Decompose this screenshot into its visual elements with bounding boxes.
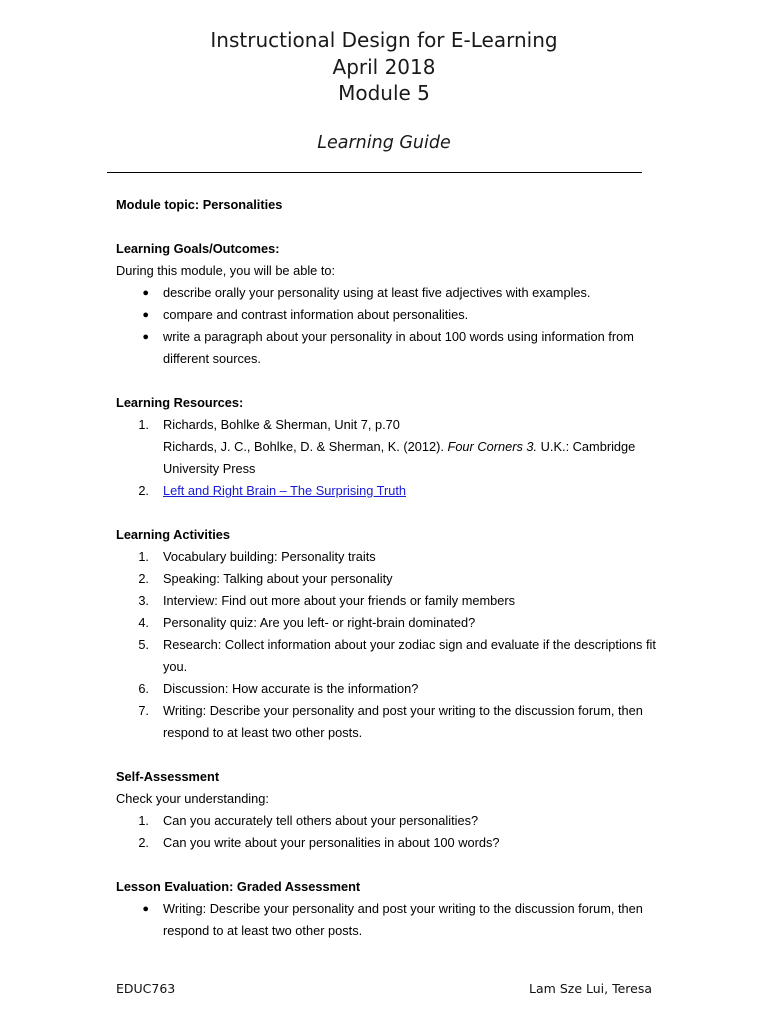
resources-heading: Learning Resources: <box>116 395 244 410</box>
list-item <box>116 832 656 854</box>
list-number: 2. <box>138 835 149 850</box>
resource-textbook: Richards, Bohlke & Sherman, Unit 7, p.70 <box>163 417 400 432</box>
footer-author: Lam Sze Lui, Teresa <box>529 981 652 996</box>
list-item <box>116 282 656 304</box>
list-number: 5. <box>138 637 149 652</box>
activity-text: Speaking: Talking about your personality <box>163 571 393 586</box>
module-topic: Module topic: Personalities <box>116 197 283 212</box>
list-number: 3. <box>138 593 149 608</box>
list-item <box>116 700 656 744</box>
book-title: Four Corners 3. <box>447 439 538 454</box>
list-item <box>116 590 656 612</box>
list-number: 7. <box>138 703 149 718</box>
question-text: Can you accurately tell others about your personalities? <box>163 813 479 828</box>
evaluation-heading: Lesson Evaluation: Graded Assessment <box>116 879 361 894</box>
document-date: April 2018 <box>332 54 436 79</box>
list-number: 6. <box>138 681 149 696</box>
list-item <box>116 546 656 568</box>
list-item <box>116 414 656 480</box>
goal-text: compare and contrast information about personalities. <box>163 307 469 322</box>
list-number: 2. <box>138 483 149 498</box>
list-number: 2. <box>138 571 149 586</box>
list-number: 1. <box>138 813 149 828</box>
list-item <box>116 326 656 370</box>
activities-section <box>116 524 656 744</box>
list-item <box>116 634 656 678</box>
resource-citation: Richards, J. C., Bohlke, D. & Sherman, K. (2012). Four Corners 3. U.K.: Cambridge University Press <box>163 439 636 476</box>
list-item <box>116 568 656 590</box>
document-subtitle: Learning Guide <box>317 133 451 153</box>
list-item <box>116 810 656 832</box>
list-item <box>116 480 656 502</box>
activity-text: Writing: Describe your personality and post your writing to the discussion forum, then respond to at least two other posts. <box>163 703 643 740</box>
footer-course-code: EDUC763 <box>116 981 176 996</box>
resources-section <box>116 392 656 502</box>
bullet-icon: ● <box>142 287 149 299</box>
question-text: Can you write about your personalities in about 100 words? <box>163 835 500 850</box>
self-assessment-section <box>116 766 656 854</box>
activity-text: Vocabulary building: Personality traits <box>163 549 376 564</box>
goals-intro: During this module, you will be able to: <box>116 263 336 278</box>
list-number: 4. <box>138 615 149 630</box>
activity-text: Research: Collect information about your zodiac sign and evaluate if the descriptions fit you. <box>163 637 656 674</box>
self-assessment-heading: Self-Assessment <box>116 769 220 784</box>
document-title: Instructional Design for E-Learning <box>210 28 558 52</box>
list-number: 1. <box>138 549 149 564</box>
activity-text: Discussion: How accurate is the information? <box>163 681 419 696</box>
evaluation-section <box>116 876 656 942</box>
evaluation-text: Writing: Describe your personality and post your writing to the discussion forum, then respond to at least two other posts. <box>163 901 643 938</box>
header-divider <box>107 172 642 173</box>
goals-section <box>116 238 656 370</box>
document-body <box>116 194 656 942</box>
activity-text: Personality quiz: Are you left- or right-brain dominated? <box>163 615 476 630</box>
activities-heading: Learning Activities <box>116 527 231 542</box>
list-item <box>116 898 656 942</box>
goal-text: write a paragraph about your personality in about 100 words using information from different sources. <box>163 329 634 366</box>
activity-text: Interview: Find out more about your friends or family members <box>163 593 516 608</box>
resource-video-link[interactable]: Left and Right Brain – The Surprising Truth <box>163 483 407 498</box>
module-number: Module 5 <box>338 81 430 105</box>
self-assessment-intro: Check your understanding: <box>116 791 269 806</box>
bullet-icon: ● <box>142 309 149 321</box>
list-item <box>116 304 656 326</box>
list-item <box>116 612 656 634</box>
bullet-icon: ● <box>142 331 149 343</box>
goal-text: describe orally your personality using at least five adjectives with examples. <box>163 285 591 300</box>
bullet-icon: ● <box>142 903 149 915</box>
goals-heading: Learning Goals/Outcomes: <box>116 241 280 256</box>
list-number: 1. <box>138 417 149 432</box>
list-item <box>116 678 656 700</box>
